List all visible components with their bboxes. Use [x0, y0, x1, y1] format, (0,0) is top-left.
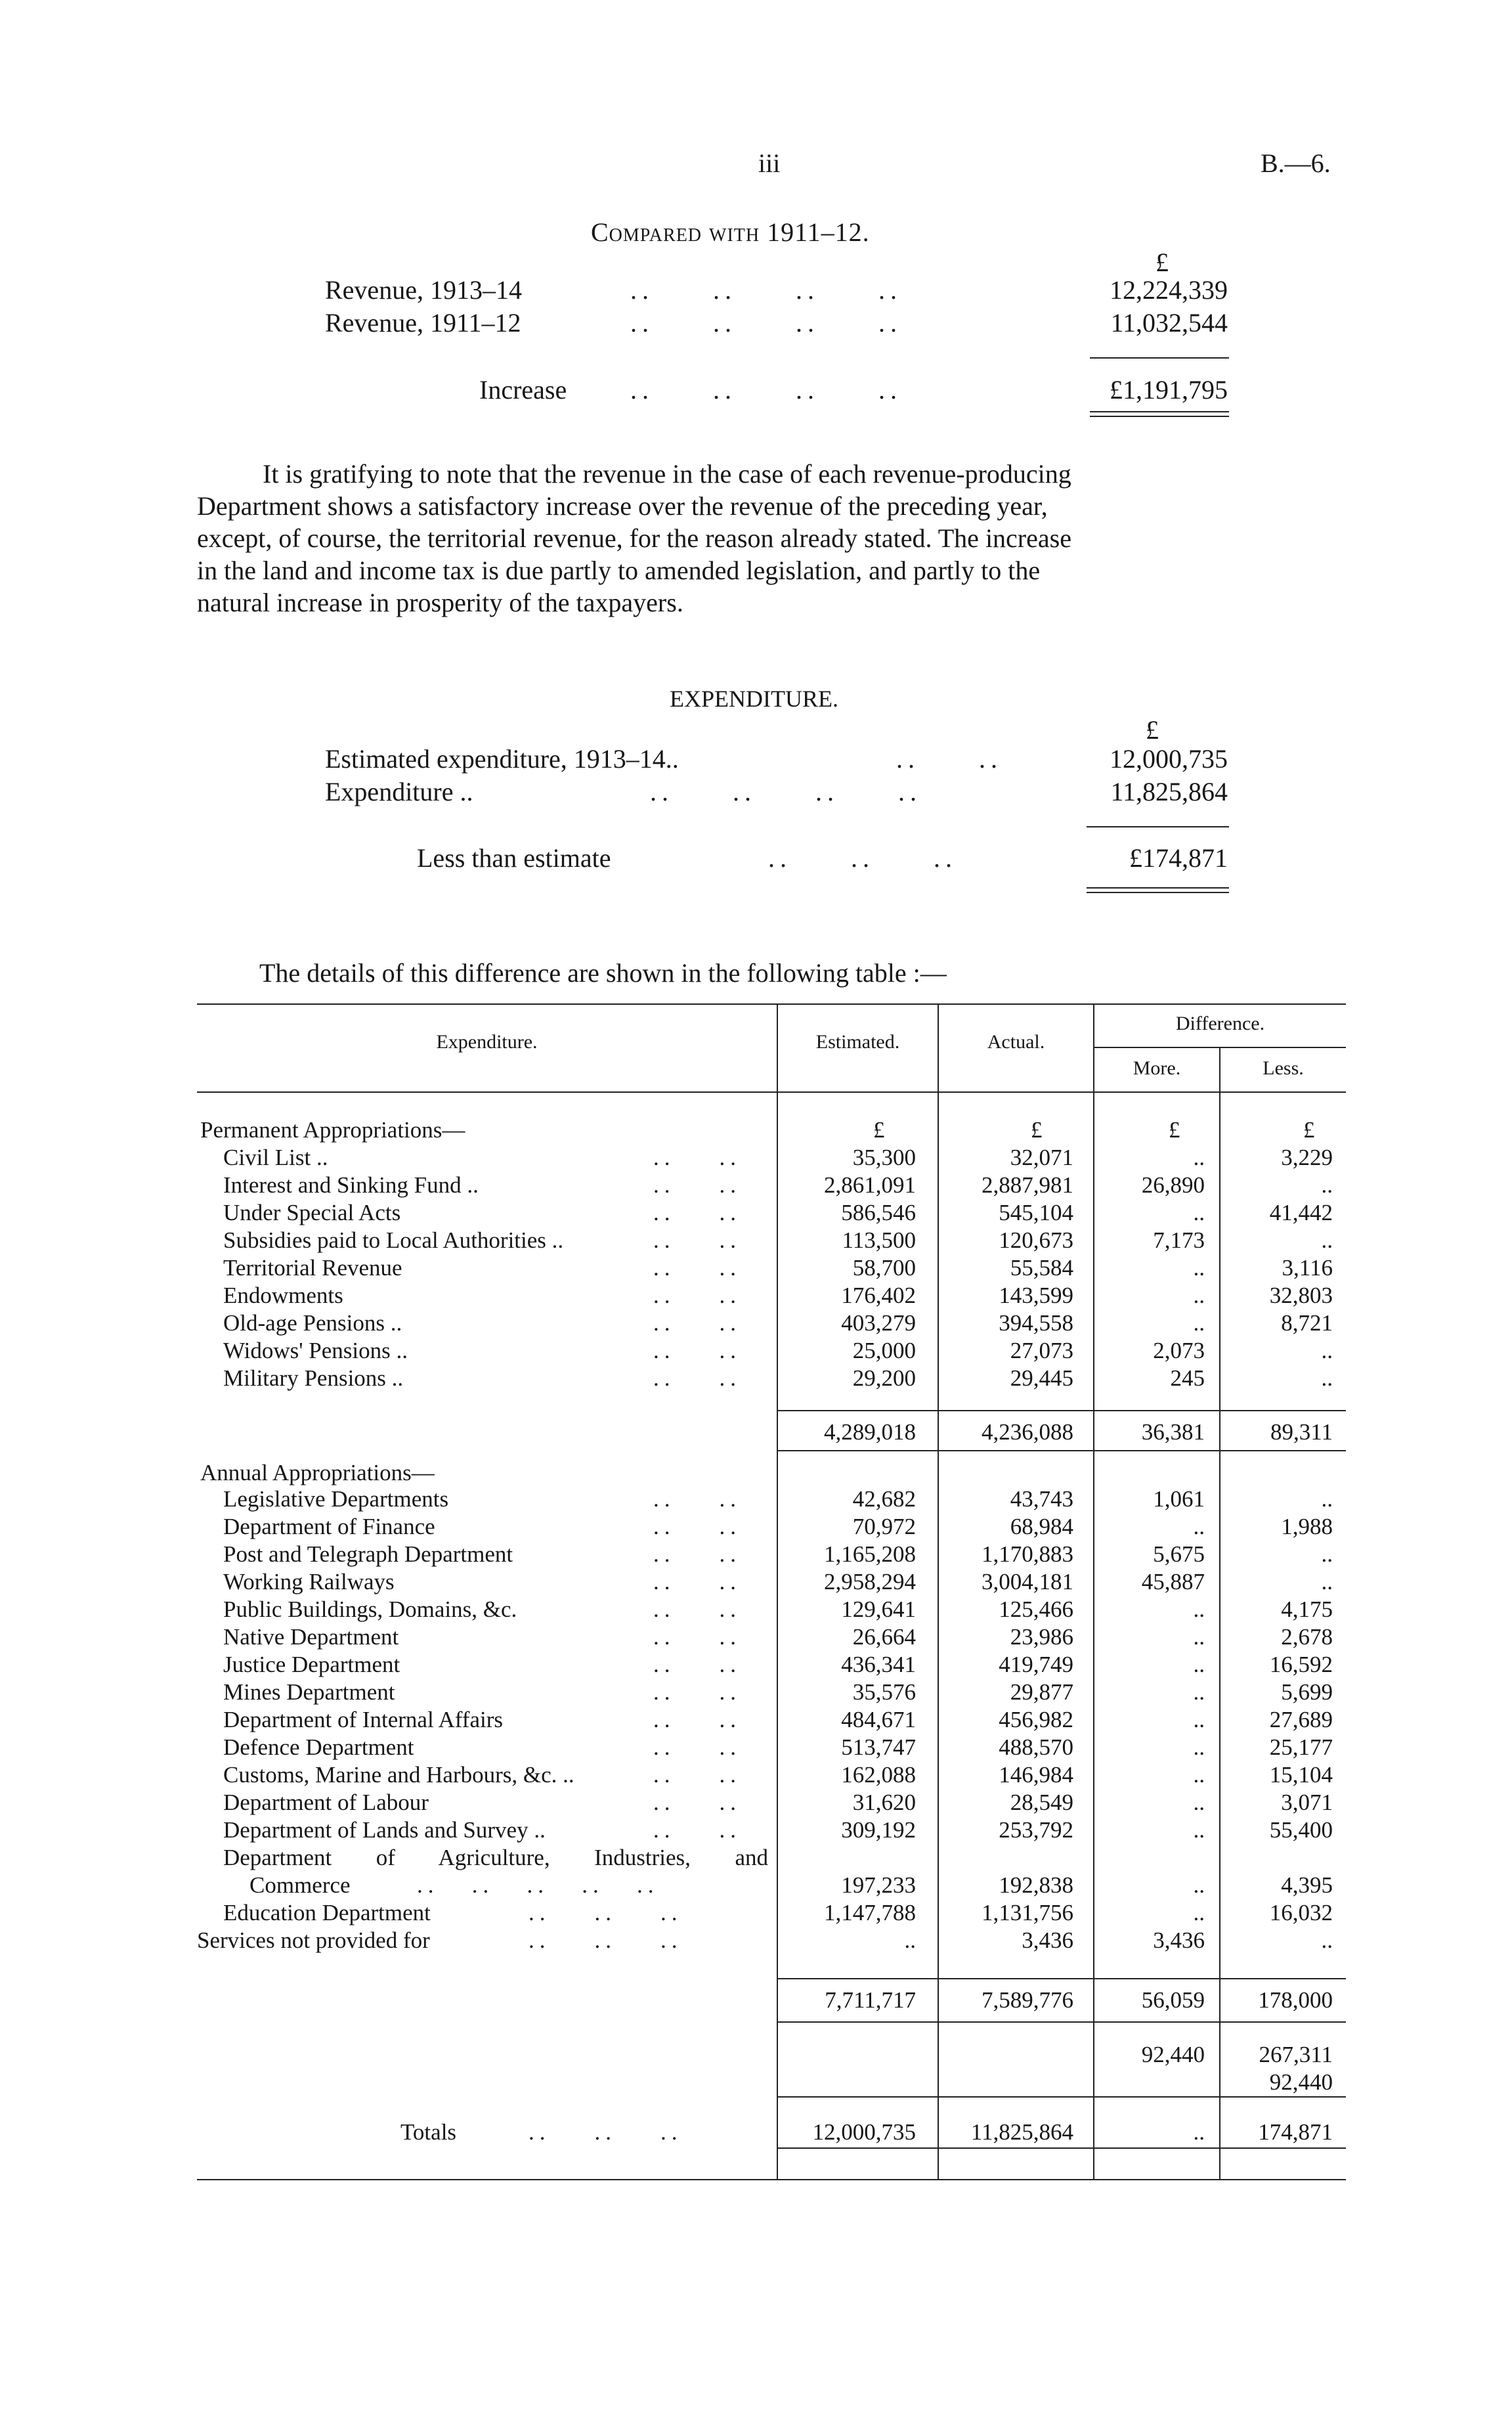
less-cell: 4,395	[1281, 1872, 1333, 1898]
more-cell: 3,436	[1153, 1927, 1205, 1953]
more-cell: ..	[1193, 1734, 1205, 1760]
paragraph-line: except, of course, the territorial revenue, for the reason already stated. The increase	[197, 523, 1071, 553]
totals-row	[200, 2119, 1346, 2146]
less-cell: 1,988	[1281, 1514, 1333, 1539]
leader-dots: .. ..	[653, 1365, 741, 1391]
leader-dots: .. .. ..	[529, 2119, 683, 2145]
table-row	[200, 1144, 1346, 1172]
subtotal-actual: 7,589,776	[982, 1987, 1073, 2013]
table-row	[200, 1459, 1346, 1487]
row-label: Public Buildings, Domains, &c.	[223, 1596, 517, 1622]
more-cell: ..	[1193, 1679, 1205, 1705]
expenditure-heading: EXPENDITURE.	[670, 686, 838, 712]
combined-row	[200, 2041, 1346, 2069]
estimated-cell: 26,664	[852, 1624, 916, 1650]
less-cell: 55,400	[1269, 1817, 1333, 1843]
expenditure-label: Expenditure ..	[325, 777, 473, 806]
less-cell: ..	[1321, 1927, 1333, 1953]
leader-dots: .. ..	[653, 1172, 741, 1198]
row-label: Department of Internal Affairs	[223, 1707, 503, 1732]
actual-cell: 456,982	[999, 1707, 1073, 1732]
currency-symbol: £	[1169, 1117, 1180, 1143]
table-row	[200, 1872, 1346, 1899]
estimated-cell: 176,402	[841, 1283, 916, 1308]
more-cell: ..	[1193, 1652, 1205, 1677]
leader-dots: .. ..	[653, 1338, 741, 1363]
table-row	[200, 1513, 1346, 1541]
more-cell: ..	[1193, 1762, 1205, 1788]
actual-cell: 419,749	[999, 1652, 1073, 1677]
estimated-cell: 162,088	[841, 1762, 916, 1788]
combined-row	[200, 2069, 1346, 2096]
subtotal-row	[200, 1419, 1346, 1446]
table-top-rule	[197, 1003, 1346, 1005]
actual-cell: 68,984	[1010, 1514, 1073, 1539]
more-cell: ..	[1193, 1200, 1205, 1225]
combined-less: 267,311	[1259, 2042, 1333, 2067]
compared-heading: Compared with 1911–12.	[591, 217, 870, 247]
leader-dots: .. ..	[653, 1817, 741, 1843]
paragraph-line: in the land and income tax is due partly to amended legislation, and partly to the	[197, 556, 1041, 585]
table-row	[200, 1172, 1346, 1199]
less-cell: 5,699	[1281, 1679, 1333, 1705]
table-row	[200, 1309, 1346, 1337]
more-cell: 1,061	[1153, 1486, 1205, 1512]
row-label: Post and Telegraph Department	[223, 1541, 513, 1567]
more-cell: ..	[1193, 1145, 1205, 1170]
paragraph-line: It is gratifying to note that the revenue in the case of each revenue-producing	[263, 459, 1071, 489]
less-cell: 4,175	[1281, 1596, 1333, 1622]
currency-symbol: £	[1303, 1117, 1315, 1143]
subtotal-rule	[778, 2021, 1346, 2023]
more-cell: ..	[1193, 1310, 1205, 1336]
less-cell: 8,721	[1281, 1310, 1333, 1336]
subtotal-more: 36,381	[1141, 1419, 1205, 1445]
currency-symbol: £	[1031, 1117, 1043, 1143]
increase-value: £1,191,795	[1110, 375, 1228, 405]
table-row	[200, 1706, 1346, 1734]
totals-rule	[778, 2096, 1346, 2098]
row-label: Services not provided for	[197, 1927, 430, 1953]
estimated-cell: 2,861,091	[824, 1172, 916, 1198]
leader-dots: .. ..	[653, 1255, 741, 1281]
row-label: Department of Labour	[223, 1790, 429, 1815]
actual-cell: 253,792	[999, 1817, 1073, 1843]
table-row	[200, 1679, 1346, 1706]
table-row	[197, 1927, 1346, 1954]
currency-symbol: £	[873, 1117, 885, 1143]
actual-cell: 125,466	[999, 1596, 1073, 1622]
actual-cell: 488,570	[999, 1734, 1073, 1760]
table-row	[200, 1899, 1346, 1927]
estimated-cell: 1,147,788	[824, 1900, 916, 1925]
leader-dots: .. ..	[653, 1310, 741, 1336]
less-cell: ..	[1321, 1338, 1333, 1363]
more-cell: ..	[1193, 1624, 1205, 1650]
leader-dots: .. ..	[653, 1624, 741, 1650]
subtotal-rule	[778, 1450, 1346, 1451]
actual-cell: 27,073	[1010, 1338, 1073, 1363]
table-row	[200, 1282, 1346, 1309]
revenue-1911-label: Revenue, 1911–12	[325, 308, 521, 338]
actual-cell: 3,004,181	[982, 1569, 1073, 1595]
actual-cell: 23,986	[1010, 1624, 1073, 1650]
double-rule-bottom	[1087, 892, 1229, 893]
table-row	[200, 1541, 1346, 1568]
estimated-cell: 403,279	[841, 1310, 916, 1336]
row-label: Territorial Revenue	[223, 1255, 402, 1281]
actual-cell: 29,445	[1010, 1365, 1073, 1391]
table-intro: The details of this difference are shown in the following table :—	[259, 958, 947, 988]
leader-dots: .. .. ..	[768, 843, 957, 873]
less-cell: 15,104	[1269, 1762, 1333, 1788]
leader-dots: .. ..	[653, 1707, 741, 1732]
more-cell: 7,173	[1153, 1227, 1205, 1253]
actual-cell: 3,436	[1022, 1927, 1073, 1953]
table-row	[200, 1254, 1346, 1282]
more-cell: ..	[1193, 1790, 1205, 1815]
less-cell: ..	[1321, 1172, 1333, 1198]
estimated-cell: 586,546	[841, 1200, 916, 1225]
row-label: Working Railways	[223, 1569, 395, 1595]
combined-less-deduct: 92,440	[1269, 2069, 1333, 2095]
row-label: Endowments	[223, 1283, 343, 1308]
estimated-expenditure-value: 12,000,735	[1110, 744, 1228, 774]
table-row	[200, 1844, 1346, 1872]
estimated-cell: 25,000	[852, 1338, 916, 1363]
table-row	[200, 1199, 1346, 1227]
row-label: Mines Department	[223, 1679, 395, 1705]
subtotal-row	[200, 1987, 1346, 2014]
leader-dots: .. .. ..	[529, 1900, 683, 1925]
table-bottom-rule	[197, 2179, 1346, 2180]
more-cell: ..	[1193, 1283, 1205, 1308]
revenue-paragraph	[197, 458, 1346, 619]
more-cell: 26,890	[1141, 1172, 1205, 1198]
less-cell: ..	[1321, 1486, 1333, 1512]
less-cell: 3,229	[1281, 1145, 1333, 1170]
header-expenditure: Expenditure.	[436, 1031, 538, 1053]
more-cell: 2,073	[1153, 1338, 1205, 1363]
leader-dots: .. ..	[653, 1679, 741, 1705]
row-label: Department of Lands and Survey ..	[223, 1817, 546, 1843]
subtotal-actual: 4,236,088	[982, 1419, 1073, 1445]
table-row	[200, 1651, 1346, 1679]
expenditure-value: 11,825,864	[1110, 777, 1228, 806]
leader-dots: .. ..	[653, 1486, 741, 1512]
leader-dots: .. .. .. .. ..	[417, 1872, 659, 1898]
more-cell: ..	[1193, 1817, 1205, 1843]
actual-cell: 545,104	[999, 1200, 1073, 1225]
table-row	[200, 1789, 1346, 1816]
estimated-cell: 58,700	[852, 1255, 916, 1281]
actual-cell: 1,131,756	[982, 1900, 1073, 1925]
leader-dots: .. ..	[653, 1734, 741, 1760]
header-more: More.	[1133, 1057, 1181, 1079]
leader-dots: .. ..	[653, 1569, 741, 1595]
header-estimated: Estimated.	[815, 1031, 900, 1053]
actual-cell: 32,071	[1010, 1145, 1073, 1170]
more-cell: ..	[1193, 1872, 1205, 1898]
revenue-1913-value: 12,224,339	[1110, 275, 1228, 305]
table-row	[200, 1761, 1346, 1789]
sum-rule	[1090, 357, 1229, 359]
estimated-cell: 42,682	[852, 1486, 916, 1512]
header-less: Less.	[1263, 1057, 1304, 1079]
leader-dots: .. ..	[653, 1541, 741, 1567]
actual-cell: 2,887,981	[982, 1172, 1073, 1198]
totals-more: ..	[1193, 2119, 1205, 2145]
row-label: Commerce	[249, 1872, 351, 1898]
table-row	[200, 1568, 1346, 1596]
combined-more: 92,440	[1141, 2042, 1205, 2067]
paragraph-line: Department shows a satisfactory increase over the revenue of the preceding year,	[197, 491, 1048, 521]
more-cell: ..	[1193, 1707, 1205, 1732]
table-row	[200, 1365, 1346, 1392]
subtotal-less: 178,000	[1258, 1987, 1333, 2013]
double-rule-bottom	[1090, 416, 1229, 417]
row-label: Defence Department	[223, 1734, 414, 1760]
totals-estimated: 12,000,735	[812, 2119, 916, 2145]
double-rule-top	[1087, 887, 1229, 889]
row-label: Native Department	[223, 1624, 399, 1650]
leader-dots: .. ..	[653, 1200, 741, 1225]
subtotal-estimated: 4,289,018	[824, 1419, 916, 1445]
leader-dots: .. ..	[896, 744, 1003, 774]
less-cell: ..	[1321, 1541, 1333, 1567]
table-row	[200, 1816, 1346, 1844]
more-cell: ..	[1193, 1596, 1205, 1622]
leader-dots: .. ..	[653, 1283, 741, 1308]
revenue-1911-value: 11,032,544	[1110, 308, 1228, 338]
table-row	[200, 1596, 1346, 1623]
estimated-cell: 484,671	[841, 1707, 916, 1732]
row-label: Customs, Marine and Harbours, &c. ..	[223, 1762, 574, 1788]
estimated-cell: 70,972	[852, 1514, 916, 1539]
leader-dots: .. .. .. ..	[650, 777, 922, 806]
more-cell: 45,887	[1141, 1569, 1205, 1595]
leader-dots: .. ..	[653, 1596, 741, 1622]
leader-dots: .. ..	[653, 1652, 741, 1677]
actual-cell: 146,984	[999, 1762, 1073, 1788]
row-label: Subsidies paid to Local Authorities ..	[223, 1227, 564, 1253]
double-rule-top	[1090, 411, 1229, 412]
estimated-cell: 35,300	[852, 1145, 916, 1170]
actual-cell: 29,877	[1010, 1679, 1073, 1705]
table-row	[200, 1623, 1346, 1651]
less-cell: 32,803	[1269, 1283, 1333, 1308]
table-row	[200, 1337, 1346, 1365]
currency-symbol: £	[1156, 248, 1169, 277]
estimated-cell: 436,341	[841, 1652, 916, 1677]
less-cell: 41,442	[1269, 1200, 1333, 1225]
leader-dots: .. ..	[653, 1514, 741, 1539]
row-label: Civil List ..	[223, 1145, 328, 1170]
actual-cell: 143,599	[999, 1283, 1073, 1308]
row-label: Legislative Departments	[223, 1486, 449, 1512]
section-heading: Permanent Appropriations—	[200, 1117, 465, 1143]
leader-dots: .. ..	[653, 1762, 741, 1788]
currency-symbol: £	[1146, 715, 1159, 745]
less-cell: 27,689	[1269, 1707, 1333, 1732]
page-number: iii	[758, 148, 781, 178]
more-cell: 245	[1170, 1365, 1205, 1391]
less-cell: 2,678	[1281, 1624, 1333, 1650]
more-cell: ..	[1193, 1255, 1205, 1281]
subtotal-rule	[778, 1978, 1346, 1979]
leader-dots: .. .. ..	[529, 1927, 683, 1953]
less-than-estimate-value: £174,871	[1129, 843, 1228, 873]
row-label: Department of Finance	[223, 1514, 435, 1539]
estimated-cell: 29,200	[852, 1365, 916, 1391]
leader-dots: .. ..	[653, 1790, 741, 1815]
actual-cell: 28,549	[1010, 1790, 1073, 1815]
estimated-cell: ..	[904, 1927, 916, 1953]
more-cell: ..	[1193, 1900, 1205, 1925]
estimated-cell: 513,747	[841, 1734, 916, 1760]
actual-cell: 43,743	[1010, 1486, 1073, 1512]
actual-cell: 120,673	[999, 1227, 1073, 1253]
actual-cell: 1,170,883	[982, 1541, 1073, 1567]
row-label: Interest and Sinking Fund ..	[223, 1172, 479, 1198]
estimated-cell: 113,500	[842, 1227, 916, 1253]
header-difference: Difference.	[1175, 1013, 1265, 1034]
actual-cell: 55,584	[1010, 1255, 1073, 1281]
estimated-cell: 2,958,294	[824, 1569, 916, 1595]
totals-less: 174,871	[1258, 2119, 1333, 2145]
increase-label: Increase	[479, 375, 567, 405]
section-heading: Annual Appropriations—	[200, 1460, 435, 1485]
table-row	[200, 1485, 1346, 1513]
more-cell: ..	[1193, 1514, 1205, 1539]
row-label: Justice Department	[223, 1652, 400, 1677]
estimated-cell: 31,620	[852, 1790, 916, 1815]
row-label: Education Department	[223, 1900, 431, 1925]
totals-actual: 11,825,864	[970, 2119, 1073, 2145]
less-cell: 3,071	[1281, 1790, 1333, 1815]
row-label: Widows' Pensions ..	[223, 1338, 408, 1363]
row-label: Military Pensions ..	[223, 1365, 404, 1391]
actual-cell: 394,558	[999, 1310, 1073, 1336]
sum-rule	[1087, 826, 1229, 827]
estimated-expenditure-label: Estimated expenditure, 1913–14..	[325, 744, 679, 774]
estimated-cell: 129,641	[841, 1596, 916, 1622]
subtotal-rule	[778, 1410, 1346, 1411]
estimated-cell: 309,192	[841, 1817, 916, 1843]
leader-dots: .. .. .. ..	[630, 275, 902, 305]
subtotal-less: 89,311	[1270, 1419, 1333, 1445]
subtotal-estimated: 7,711,717	[825, 1987, 916, 2013]
less-cell: 16,592	[1269, 1652, 1333, 1677]
less-than-estimate-label: Less than estimate	[417, 843, 611, 873]
paragraph-line: natural increase in prosperity of the taxpayers.	[197, 588, 683, 617]
document-code: B.—6.	[1261, 148, 1331, 178]
more-cell: 5,675	[1153, 1541, 1205, 1567]
row-label: Old-age Pensions ..	[223, 1310, 402, 1336]
totals-rule	[778, 2147, 1346, 2149]
estimated-cell: 197,233	[841, 1872, 916, 1898]
less-cell: ..	[1321, 1365, 1333, 1391]
revenue-1913-label: Revenue, 1913–14	[325, 275, 522, 305]
table-row	[200, 1734, 1346, 1761]
estimated-cell: 1,165,208	[824, 1541, 916, 1567]
less-cell: 3,116	[1282, 1255, 1333, 1281]
less-cell: ..	[1321, 1569, 1333, 1595]
leader-dots: .. ..	[653, 1145, 741, 1170]
less-cell: 16,032	[1269, 1900, 1333, 1925]
row-label: Department of Agriculture, Industries, and	[223, 1845, 768, 1870]
estimated-cell: 35,576	[852, 1679, 916, 1705]
less-cell: 25,177	[1269, 1734, 1333, 1760]
actual-cell: 192,838	[999, 1872, 1073, 1898]
table-row	[200, 1227, 1346, 1254]
header-bottom-rule	[197, 1091, 1346, 1093]
header-actual: Actual.	[987, 1031, 1045, 1053]
subtotal-more: 56,059	[1141, 1987, 1205, 2013]
less-cell: ..	[1321, 1227, 1333, 1253]
leader-dots: .. .. .. ..	[630, 308, 902, 338]
leader-dots: .. .. .. ..	[630, 375, 902, 405]
row-label: Under Special Acts	[223, 1200, 401, 1225]
leader-dots: .. ..	[653, 1227, 741, 1253]
totals-label: Totals	[400, 2119, 457, 2145]
table-row	[200, 1116, 1346, 1144]
